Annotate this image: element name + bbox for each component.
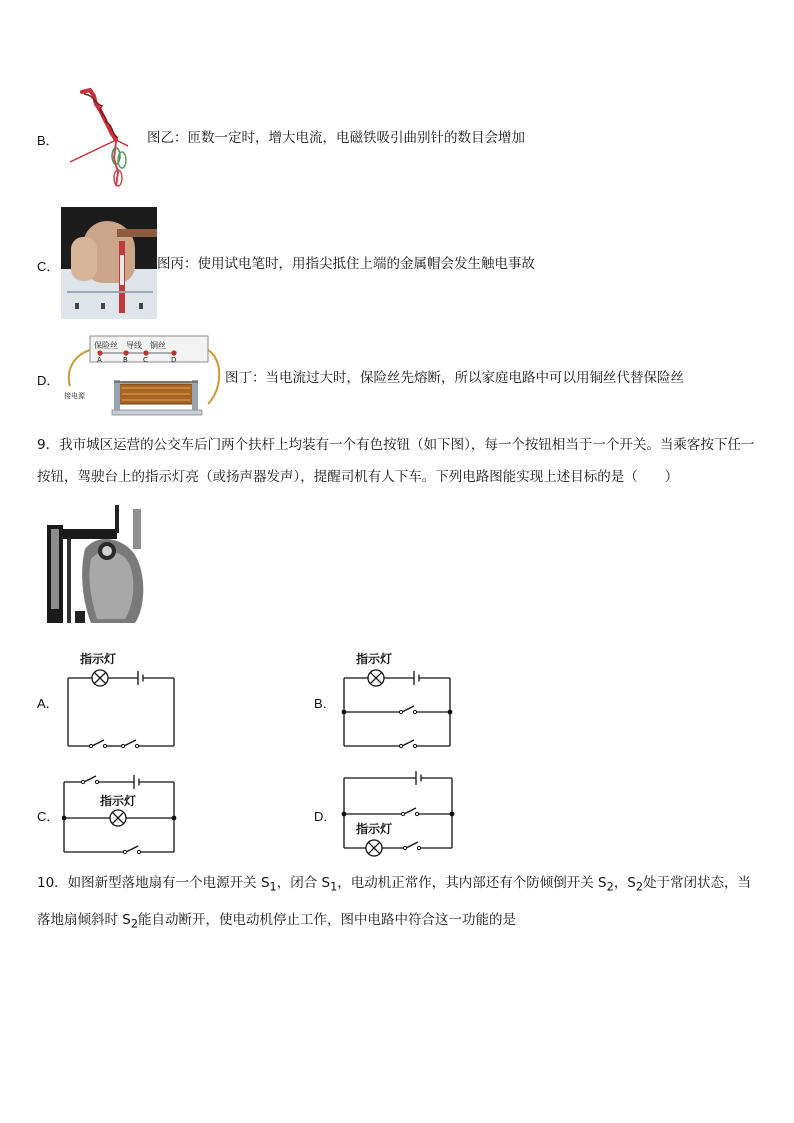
question-9-text: 9．我市城区运营的公交车后门两个扶杆上均装有一个有色按钮（如下图），每一个按钮相当于一个开关。当乘客按下任一按钮，驾驶台上的指示灯亮（或扬声器发声），提醒司机有人下车。下列电路图能实现上述目标的是（ ） xyxy=(37,437,755,485)
option-c-text: 图丙：使用试电笔时，用指尖抵住上端的金属帽会发生触电事故 xyxy=(157,256,535,272)
fuse-apparatus-image xyxy=(62,332,226,422)
q10-subscript: 1 xyxy=(269,880,277,894)
option-d-letter: D． xyxy=(37,373,60,388)
circuit-b-diagram xyxy=(338,648,456,752)
bus-button-photo xyxy=(45,503,153,627)
option-d-text: 图丁：当电流过大时，保险丝先熔断，所以家庭电路中可以用铜丝代替保险丝 xyxy=(225,370,684,386)
circuit-d-letter: D． xyxy=(314,809,337,824)
circuit-b-lamp-label: 指示灯 xyxy=(356,652,393,666)
point-a-label: A xyxy=(97,356,102,364)
point-d-label: D xyxy=(171,356,177,364)
copper-label: 铜丝 xyxy=(150,341,166,350)
q10-subscript: 2 xyxy=(130,917,139,931)
q10-part: 处于常闭状态，当落地扇倾斜时 S xyxy=(37,875,752,928)
option-b-letter: B． xyxy=(37,133,59,148)
circuit-c-letter: C． xyxy=(37,809,60,824)
q10-part: ，闭合 S xyxy=(276,875,331,891)
q10-part: ，S xyxy=(613,875,636,891)
circuit-a-lamp-label: 指示灯 xyxy=(80,652,117,666)
electromagnet-image xyxy=(66,86,148,192)
q10-subscript: 1 xyxy=(330,880,338,894)
circuit-b-letter: B． xyxy=(314,696,336,711)
wire-label: 导线 xyxy=(126,341,142,350)
fuse-label: 保险丝 xyxy=(94,341,118,350)
power-label: 接电源 xyxy=(64,392,85,400)
q10-part: 10．如图新型落地扇有一个电源开关 S xyxy=(37,875,270,891)
circuit-c-diagram xyxy=(62,772,180,860)
q10-part: 能自动断开，使电动机停止工作，图中电路中符合这一功能的是 xyxy=(138,911,517,928)
q10-subscript: 2 xyxy=(606,880,614,894)
option-b-text: 图乙：匝数一定时，增大电流，电磁铁吸引曲别针的数目会增加 xyxy=(147,130,525,146)
circuit-a-diagram xyxy=(62,648,180,752)
point-c-label: C xyxy=(143,356,148,364)
circuit-c-lamp-label: 指示灯 xyxy=(100,794,137,808)
question-10-text xyxy=(37,867,757,940)
q10-part: ，电动机正常作，其内部还有个防倾倒开关 S xyxy=(337,875,607,891)
q10-subscript: 2 xyxy=(635,880,644,894)
circuit-d-diagram xyxy=(338,768,458,862)
circuit-d-lamp-label: 指示灯 xyxy=(356,822,393,836)
option-c-letter: C． xyxy=(37,259,60,274)
point-b-label: B xyxy=(123,356,128,364)
test-pen-photo xyxy=(61,207,157,319)
circuit-a-letter: A． xyxy=(37,696,59,711)
